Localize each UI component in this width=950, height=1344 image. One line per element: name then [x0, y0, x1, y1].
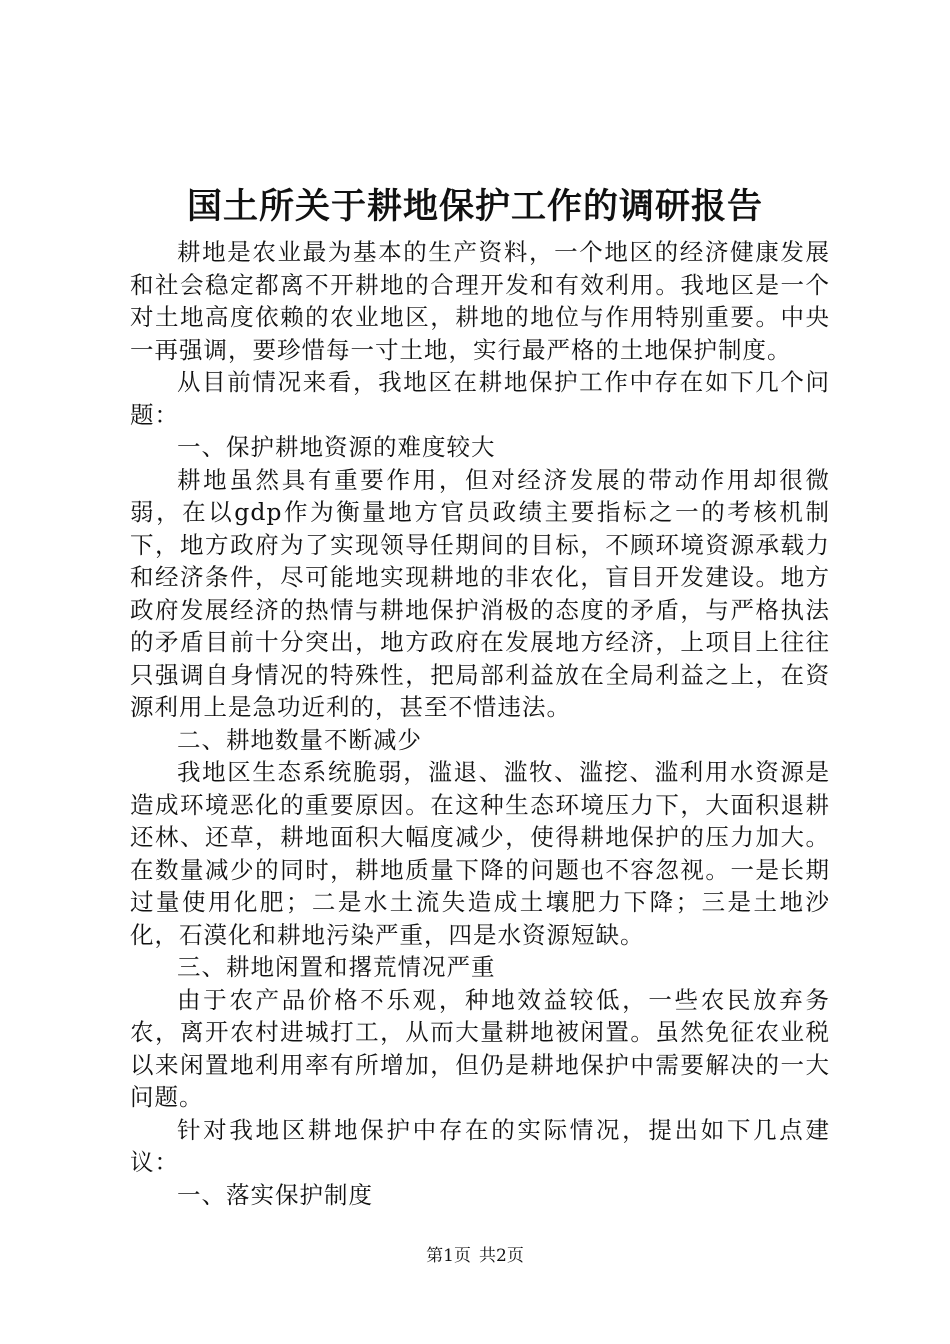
- page-footer: [0, 1244, 950, 1268]
- document-body: [130, 236, 830, 1211]
- paragraph-problems-lead: 从目前情况来看，我地区在耕地保护工作中存在如下几个问题：: [130, 368, 830, 429]
- suggestion-heading-1: 一、落实保护制度: [177, 1180, 373, 1209]
- document-title: 国土所关于耕地保护工作的调研报告: [186, 186, 763, 227]
- page-number: 第1页: [426, 1246, 471, 1266]
- paragraph-section-2: 我地区生态系统脆弱，滥退、滥牧、滥挖、滥利用水资源是造成环境恶化的重要原因。在这种生态环境压力下，大面积退耕还林、还草，耕地面积大幅度减少，使得耕地保护的压力加大。在数量减少的同时，耕地质量下降的问题也不容忽视。一是长期过量使用化肥；二是水土流失造成土壤肥力下降；三是土地沙化，石漠化和耕地污染严重，四是水资源短缺。: [130, 758, 830, 949]
- section-heading-2: 二、耕地数量不断减少: [177, 725, 422, 754]
- section-heading-3: 三、耕地闲置和撂荒情况严重: [177, 953, 496, 981]
- paragraph-intro: 耕地是农业最为基本的生产资料，一个地区的经济健康发展和社会稳定都离不开耕地的合理开发和有效利用。我地区是一个对土地高度依赖的农业地区，耕地的地位与作用特别重要。中央一再强调，要珍惜每一寸土地，实行最严格的土地保护制度。: [130, 238, 830, 364]
- section-heading-1: 一、保护耕地资源的难度较大: [177, 433, 496, 461]
- paragraph-section-1: 耕地虽然具有重要作用，但对经济发展的带动作用却很微弱，在以gdp作为衡量地方官员政绩主要指标之一的考核机制下，地方政府为了实现领导任期间的目标，不顾环境资源承载力和经济条件，尽可能地实现耕地的非农化，盲目开发建设。地方政府发展经济的热情与耕地保护消极的态度的矛盾，与严格执法的矛盾目前十分突出，地方政府在发展地方经济，上项目上往往只强调自身情况的特殊性，把局部利益放在全局利益之上，在资源利用上是急功近利的，甚至不惜违法。: [130, 465, 830, 721]
- paragraph-suggestions-lead: 针对我地区耕地保护中存在的实际情况，提出如下几点建议：: [130, 1115, 830, 1176]
- page-total: 共2页: [479, 1246, 524, 1266]
- paragraph-section-3: 由于农产品价格不乐观，种地效益较低，一些农民放弃务农，离开农村进城打工，从而大量耕地被闲置。虽然免征农业税以来闲置地利用率有所增加，但仍是耕地保护中需要解决的一大问题。: [130, 985, 830, 1111]
